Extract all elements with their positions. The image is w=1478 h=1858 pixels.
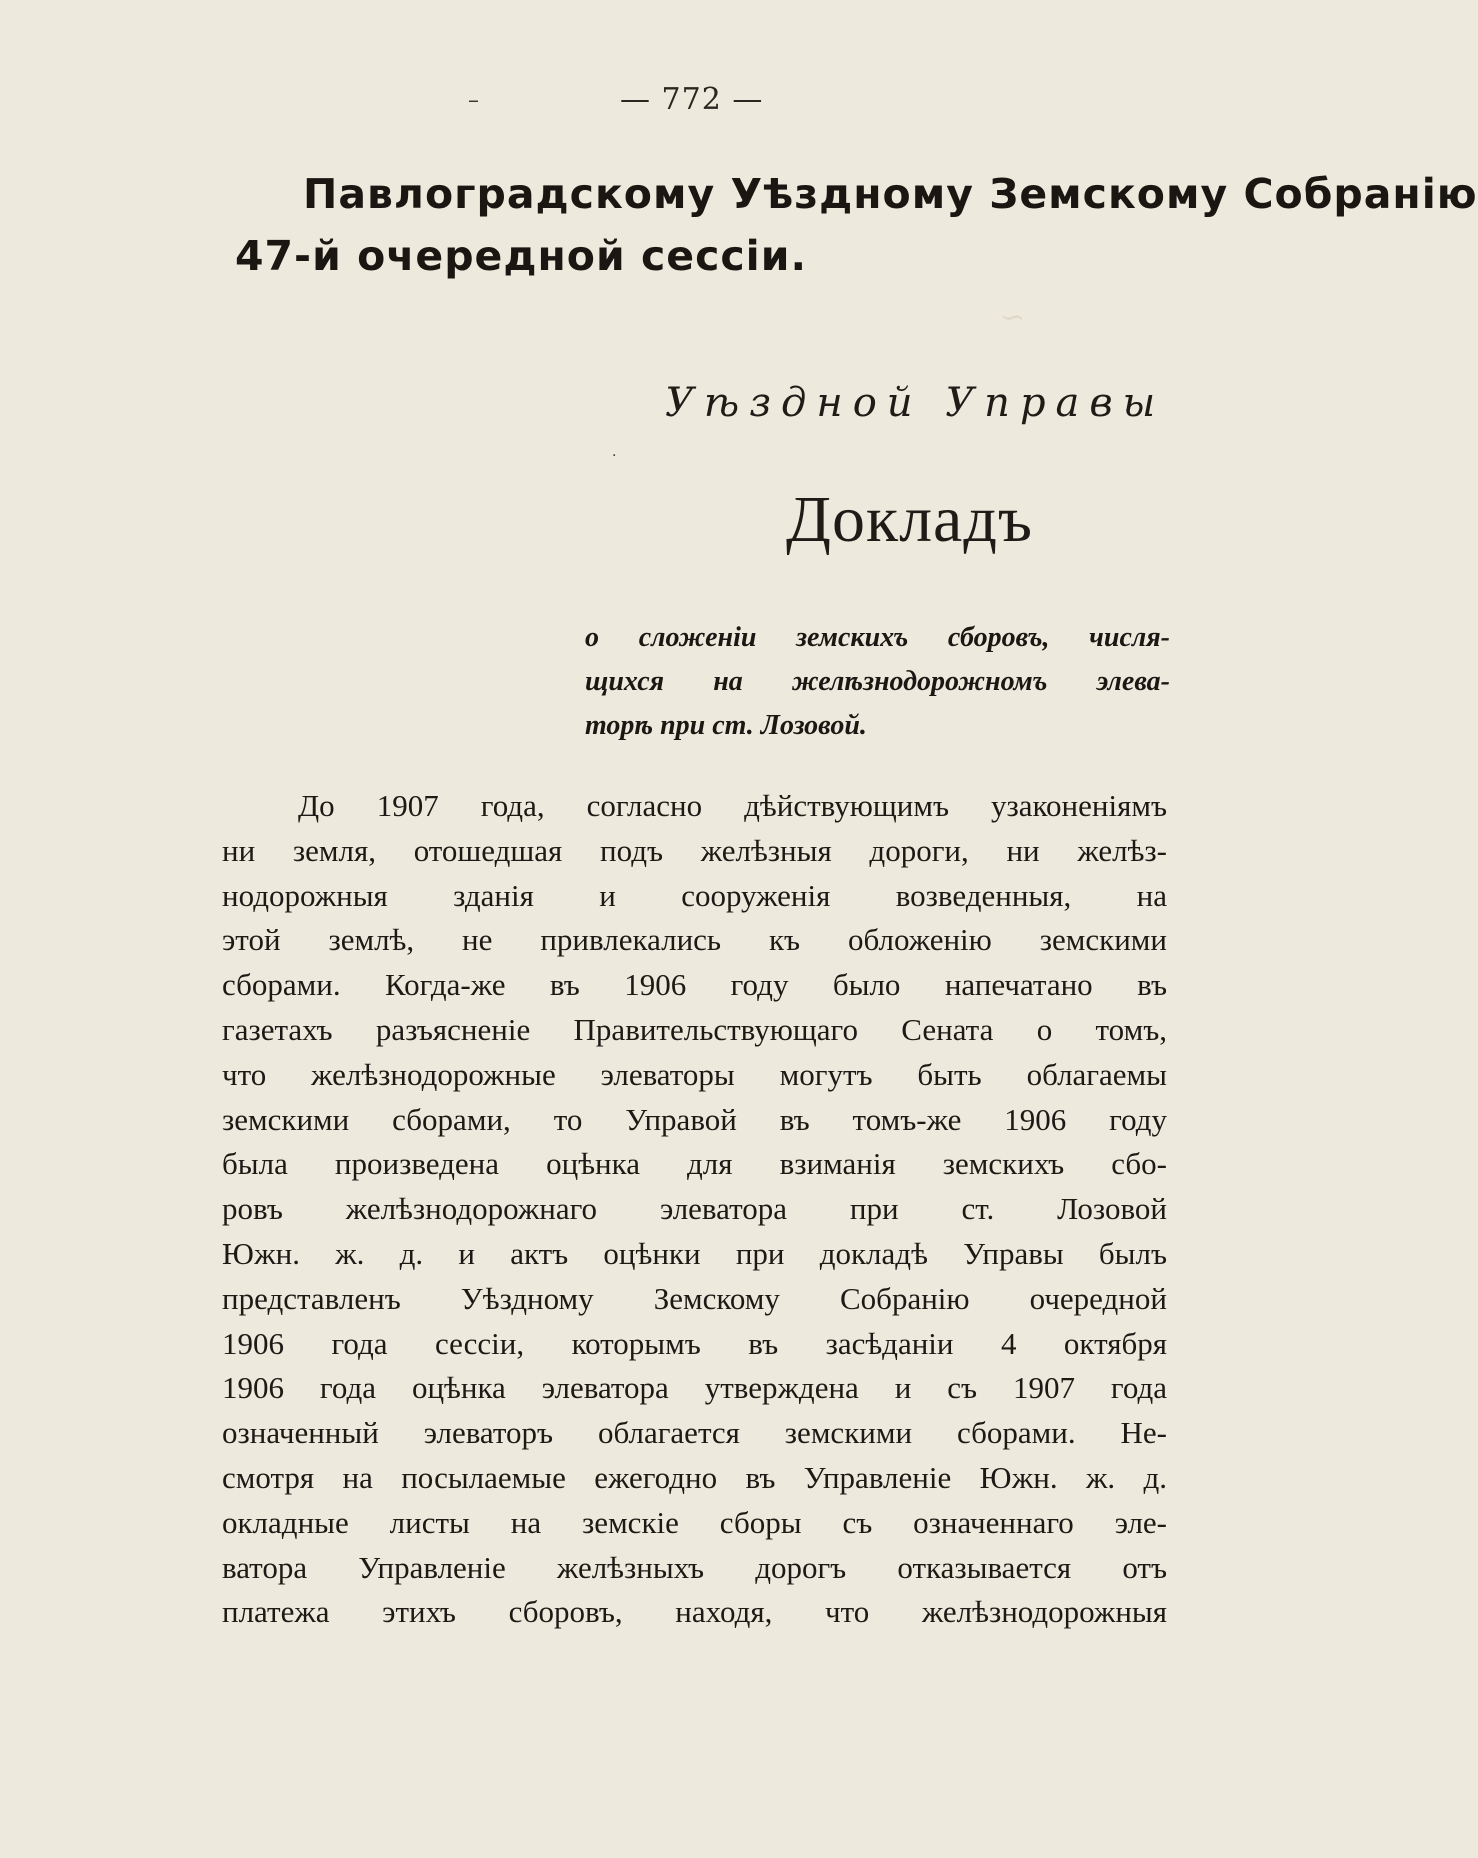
document-title: Докладъ [786,483,1034,556]
body-line: этой землѣ, не привлекались къ обложенію земскими [222,922,1167,958]
authority-heading: Уѣздной Управы [665,380,1166,426]
body-line: нодорожныя зданія и сооруженія возведенныя, на [222,877,1167,913]
addressee-heading [235,163,1478,287]
body-line: представленъ Уѣздному Земскому Собранію очередной [222,1280,1167,1316]
body-line: До 1907 года, согласно дѣйствующимъ узаконеніямъ [298,788,1167,823]
body-paragraph [222,784,1167,1635]
body-line: что желѣзнодорожные элеваторы могутъ быть облагаемы [222,1056,1167,1092]
subject-line: щихся на желѣзнодорожномъ элева- [585,666,1170,697]
page-number: — 772 — [620,82,764,117]
show-through-text: ∼ [1000,300,1026,335]
body-line: ватора Управленіе желѣзныхъ дорогъ отказывается отъ [222,1549,1167,1585]
body-line: смотря на посылаемые ежегодно въ Управленіе Южн. ж. д. [222,1459,1167,1495]
body-line: 1906 года сессіи, которымъ въ засѣданіи 4 октября [222,1325,1167,1361]
body-line: означенный элеваторъ облагается земскими сборами. Не- [222,1415,1167,1451]
body-line: земскими сборами, то Управой въ томъ-же 1906 году [222,1101,1167,1137]
body-line: 1906 года оцѣнка элеватора утверждена и съ 1907 года [222,1370,1167,1406]
body-line: газетахъ разъясненіе Правительствующаго Сената о томъ, [222,1011,1167,1047]
body-line: платежа этихъ сборовъ, находя, что желѣзнодорожныя [222,1594,1167,1630]
subject-line: о сложеніи земскихъ сборовъ, числя- [585,622,1170,653]
margin-dot: · [612,448,617,464]
body-line: ни земля, отошедшая подъ желѣзныя дороги, ни желѣз- [222,832,1167,868]
subject-line: торѣ при ст. Лозовой. [585,710,867,741]
addressee-line-1: Павлоградскому Уѣздному Земскому Собранію [303,170,1478,218]
body-line: окладные листы на земскіе сборы съ означеннаго эле- [222,1504,1167,1540]
addressee-line-2: 47-й очередной сессіи. [235,232,808,280]
subject-block [585,616,1170,748]
body-line: сборами. Когда-же въ 1906 году было напечатано въ [222,967,1167,1003]
margin-mark: – [468,88,479,113]
body-line: была произведена оцѣнка для взиманія земскихъ сбо- [222,1146,1167,1182]
body-line: Южн. ж. д. и актъ оцѣнки при докладѣ Управы былъ [222,1235,1167,1271]
body-line: ровъ желѣзнодорожнаго элеватора при ст. Лозовой [222,1191,1167,1227]
